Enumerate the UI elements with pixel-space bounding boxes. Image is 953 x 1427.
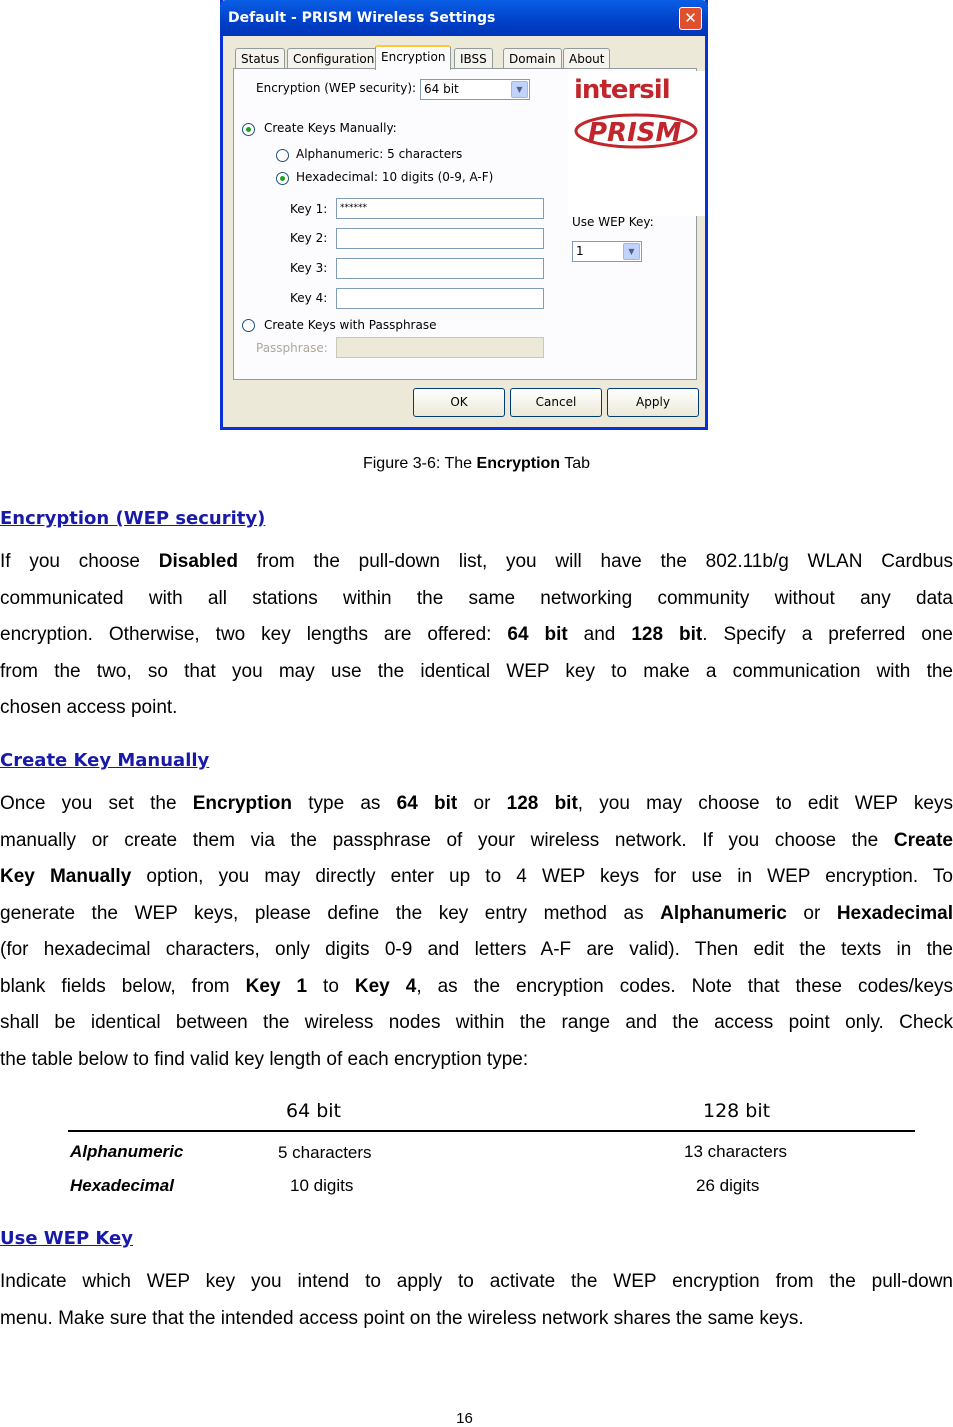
paragraph-line bbox=[0, 581, 953, 618]
key4-label: Key 4: bbox=[290, 291, 328, 305]
passphrase-input[interactable] bbox=[336, 337, 544, 358]
bold-run: 128 bit bbox=[631, 624, 703, 645]
alphanumeric-radio[interactable] bbox=[276, 149, 289, 162]
table-header-64bit: 64 bit bbox=[286, 1100, 342, 1122]
table-cell: 5 characters bbox=[278, 1143, 372, 1162]
prism-logo bbox=[574, 111, 699, 151]
dialog-titlebar[interactable] bbox=[220, 0, 708, 36]
bold-run: Hexadecimal bbox=[836, 902, 953, 924]
text-run: to bbox=[307, 975, 355, 997]
para-use-wep-key bbox=[0, 1264, 953, 1337]
apply-button[interactable]: Apply bbox=[607, 388, 699, 417]
text-run: Once you set the bbox=[0, 793, 193, 814]
tab-configuration[interactable]: Configuration bbox=[287, 48, 380, 69]
text-run: menu. Make sure that the intended access point on the wireless network shares the same keys. bbox=[0, 1307, 804, 1329]
ok-button[interactable]: OK bbox=[413, 388, 505, 417]
tab-ibss[interactable]: IBSS bbox=[454, 48, 493, 69]
text-run: , you may choose to edit WEP keys bbox=[577, 793, 953, 814]
use-wep-key-select[interactable] bbox=[572, 241, 642, 262]
paragraph-line bbox=[0, 1301, 953, 1338]
paragraph-line bbox=[0, 896, 953, 933]
intersil-logo: intersil bbox=[574, 75, 670, 105]
paragraph-line bbox=[0, 932, 953, 969]
intersil-prism-logo bbox=[568, 71, 705, 216]
text-run: If you choose bbox=[0, 551, 159, 572]
dialog-title: Default - PRISM Wireless Settings bbox=[228, 10, 496, 26]
text-run: blank fields below, from bbox=[0, 975, 246, 997]
page-number: 16 bbox=[456, 1410, 473, 1427]
passphrase-option-label: Create Keys with Passphrase bbox=[264, 318, 437, 332]
key3-label: Key 3: bbox=[290, 261, 328, 275]
text-run: shall be identical between the wireless nodes within the range and the access point only. Check bbox=[0, 1012, 953, 1033]
encryption-label: Encryption (WEP security): bbox=[256, 81, 417, 95]
create-manually-label: Create Keys Manually: bbox=[264, 121, 397, 135]
key1-input[interactable]: ****** bbox=[336, 198, 544, 219]
text-run: generate the WEP keys, please define the key entry method as bbox=[0, 902, 661, 924]
bold-run: Key 1 bbox=[245, 975, 308, 997]
text-run: or bbox=[457, 793, 507, 814]
bold-run: 64 bit bbox=[507, 624, 568, 645]
heading-use-wep-key: Use WEP Key bbox=[0, 1228, 133, 1249]
tab-status[interactable]: Status bbox=[235, 48, 285, 69]
paragraph-line bbox=[0, 969, 953, 1006]
bold-run: Disabled bbox=[158, 551, 238, 572]
paragraph-line bbox=[0, 1042, 953, 1079]
figure-caption bbox=[0, 455, 953, 473]
text-run: chosen access point. bbox=[0, 697, 178, 718]
bold-run: Key 4 bbox=[354, 975, 417, 997]
caption-bold: Encryption bbox=[476, 455, 561, 472]
text-run: and bbox=[567, 624, 632, 645]
chevron-down-icon[interactable]: ▼ bbox=[511, 81, 528, 98]
bold-run: Create bbox=[893, 829, 953, 851]
table-header-128bit: 128 bit bbox=[703, 1100, 771, 1122]
wireless-settings-dialog bbox=[220, 0, 708, 430]
alphanumeric-label: Alphanumeric: 5 characters bbox=[296, 147, 463, 161]
caption-suffix: Tab bbox=[560, 455, 591, 472]
cancel-button[interactable]: Cancel bbox=[510, 388, 602, 417]
bold-run: 64 bit bbox=[396, 793, 458, 814]
hexadecimal-radio[interactable] bbox=[276, 172, 289, 185]
text-run: the table below to find valid key length of each encryption type: bbox=[0, 1048, 529, 1070]
paragraph-line bbox=[0, 654, 953, 691]
text-run: . Specify a preferred one bbox=[702, 624, 953, 645]
encryption-select[interactable] bbox=[420, 79, 530, 100]
text-run: Indicate which WEP key you intend to apply to activate the WEP encryption from the pull-down bbox=[0, 1271, 953, 1292]
table-cell: 10 digits bbox=[290, 1176, 354, 1195]
paragraph-line bbox=[0, 823, 953, 860]
passphrase-label: Passphrase: bbox=[256, 341, 328, 355]
key2-input[interactable] bbox=[336, 228, 544, 249]
table-row-label: Hexadecimal bbox=[70, 1176, 174, 1195]
text-run: communicated with all stations within the same networking community without any data bbox=[0, 587, 953, 609]
use-wep-key-value: 1 bbox=[576, 244, 584, 258]
para-encryption bbox=[0, 544, 953, 727]
hexadecimal-label: Hexadecimal: 10 digits (0-9, A-F) bbox=[296, 170, 494, 184]
bold-run: 128 bit bbox=[506, 793, 578, 814]
key1-label: Key 1: bbox=[290, 202, 328, 216]
use-wep-key-label: Use WEP Key: bbox=[572, 215, 654, 229]
bold-run: Key Manually bbox=[0, 866, 132, 887]
caption-prefix: Figure 3-6: The bbox=[362, 455, 477, 472]
chevron-down-icon[interactable]: ▼ bbox=[623, 243, 640, 260]
table-rule bbox=[68, 1130, 915, 1132]
key2-label: Key 2: bbox=[290, 231, 328, 245]
table-cell: 13 characters bbox=[684, 1142, 787, 1161]
encryption-panel bbox=[233, 68, 697, 380]
passphrase-radio[interactable] bbox=[242, 319, 255, 332]
table-row-label: Alphanumeric bbox=[70, 1142, 184, 1161]
paragraph-line bbox=[0, 690, 953, 727]
paragraph-line bbox=[0, 859, 953, 896]
key3-input[interactable] bbox=[336, 258, 544, 279]
close-icon[interactable]: ✕ bbox=[679, 7, 702, 30]
text-run: or bbox=[786, 902, 837, 924]
create-manually-radio[interactable] bbox=[242, 123, 255, 136]
bold-run: Alphanumeric bbox=[660, 902, 787, 924]
key4-input[interactable] bbox=[336, 288, 544, 309]
para-create-manually bbox=[0, 786, 953, 1078]
text-run: type as bbox=[291, 793, 397, 814]
paragraph-line bbox=[0, 617, 953, 654]
bold-run: Encryption bbox=[192, 793, 292, 814]
paragraph-line bbox=[0, 1005, 953, 1042]
tab-about[interactable]: About bbox=[563, 48, 610, 69]
tab-encryption[interactable]: Encryption bbox=[375, 45, 451, 70]
paragraph-line bbox=[0, 544, 953, 581]
heading-create-manually: Create Key Manually bbox=[0, 750, 210, 771]
tab-domain[interactable]: Domain bbox=[503, 48, 562, 69]
text-run: from the two, so that you may use the identical WEP key to make a communication with the bbox=[0, 660, 953, 682]
text-run: from the pull-down list, you will have the 802.11b/g WLAN Cardbus bbox=[237, 551, 953, 572]
text-run: option, you may directly enter up to 4 WEP keys for use in WEP encryption. To bbox=[131, 866, 953, 887]
text-run: (for hexadecimal characters, only digits 0-9 and letters A-F are valid). Then edit the texts in the bbox=[0, 939, 953, 960]
text-run: encryption. Otherwise, two key lengths are offered: bbox=[0, 624, 508, 645]
table-cell: 26 digits bbox=[696, 1176, 760, 1195]
text-run: manually or create them via the passphrase of your wireless network. If you choose the bbox=[0, 829, 894, 851]
paragraph-line bbox=[0, 786, 953, 823]
paragraph-line bbox=[0, 1264, 953, 1301]
text-run: , as the encryption codes. Note that these codes/keys bbox=[416, 975, 953, 997]
heading-encryption: Encryption (WEP security) bbox=[0, 508, 266, 529]
encryption-select-value: 64 bit bbox=[424, 82, 459, 96]
prism-logo-text: PRISM bbox=[588, 118, 682, 148]
